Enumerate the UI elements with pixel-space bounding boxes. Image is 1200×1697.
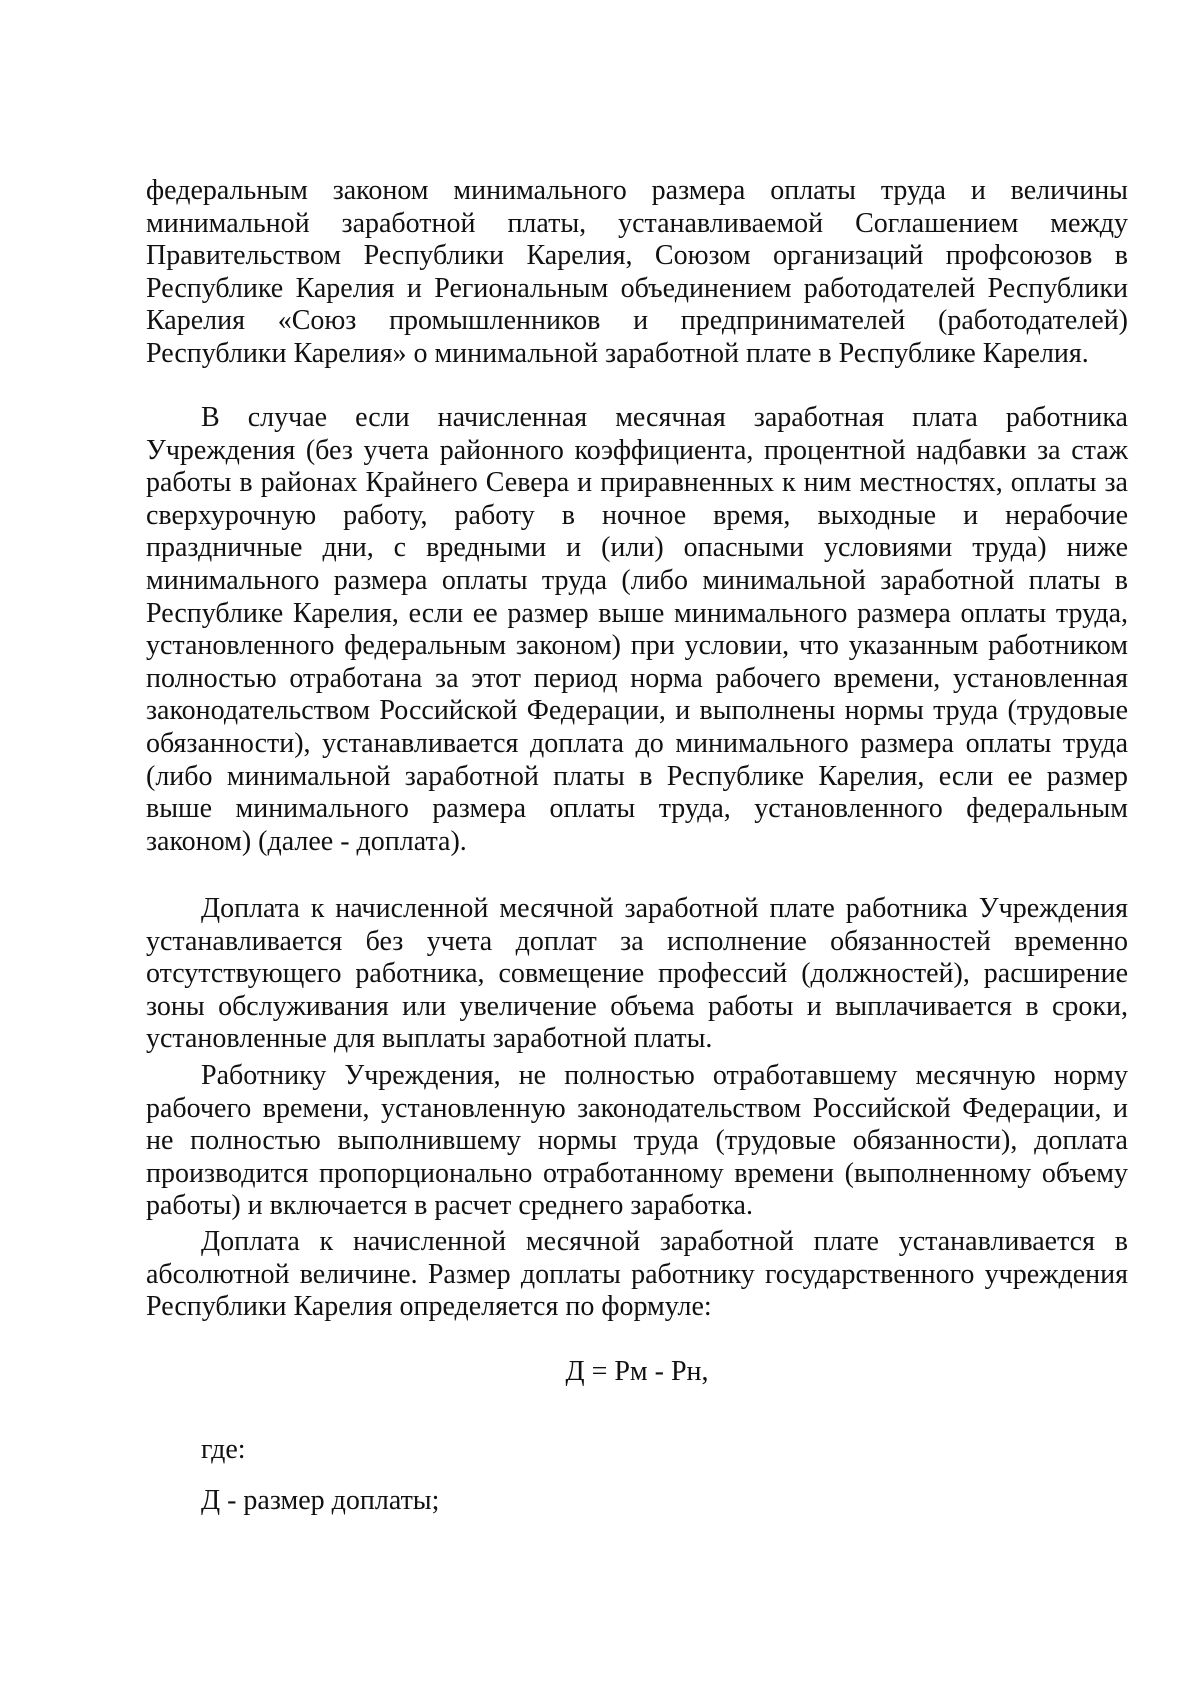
paragraph-2-text: В случае если начисленная месячная заработная плата работника Учреждения (без учета районного коэффициента, процентной надбавки за стаж работы в районах Крайнего Севера и приравненных к ним местностях, оплаты за сверхурочную работу, работу в ночное время, выходные и нерабочие праздничные дни, с вредными и (или) опасными условиями труда) ниже минимального размера оплаты труда (либо минимальной заработной платы в Республике Карелия, если ее размер выше минимального размера оплаты труда, установленного федеральным законом) при условии, что указанным работником полностью отработана за этот период норма рабочего времени, установленная законодательством Российской Федерации, и выполнены нормы труда (трудовые обязанности), устанавливается доплата до минимального размера оплаты труда (либо минимальной заработной платы в Республике Карелия, если ее размер выше минимального размера оплаты труда, установленного федеральным законом) (далее - доплата). [146,402,1128,857]
paragraph-4-text: Работнику Учреждения, не полностью отработавшему месячную норму рабочего времени, установленную законодательством Российской Федерации, и не полностью выполнившему нормы труда (трудовые обязанности), доплата производится пропорционально отработанному времени (выполненному объему работы) и включается в расчет среднего заработка. [146,1060,1128,1222]
formula: Д = Рм - Рн, [565,1356,709,1387]
paragraph-5-text: Доплата к начисленной месячной заработной плате устанавливается в абсолютной величине. Размер доплаты работнику государственного учреждения Республики Карелия определяется по формуле: [146,1226,1128,1323]
where-label: где: [201,1434,246,1465]
paragraph-3 [146,893,1128,1056]
paragraph-5 [146,1226,1128,1324]
paragraph-1 [146,175,1128,371]
definition-d: Д - размер доплаты; [201,1485,440,1516]
paragraph-3-text: Доплата к начисленной месячной заработной плате работника Учреждения устанавливается без учета доплат за исполнение обязанностей временно отсутствующего работника, совмещение профессий (должностей), расширение зоны обслуживания или увеличение объема работы и выплачивается в сроки, установленные для выплаты заработной платы. [146,893,1128,1055]
paragraph-1-text: федеральным законом минимального размера оплаты труда и величины минимальной заработной платы, устанавливаемой Соглашением между Правительством Республики Карелия, Союзом организаций профсоюзов в Республике Карелия и Региональным объединением работодателей Республики Карелия «Союз промышленников и предпринимателей (работодателей) Республики Карелия» о минимальной заработной плате в Республике Карелия. [146,175,1128,369]
paragraph-2 [146,402,1128,858]
paragraph-4 [146,1060,1128,1223]
